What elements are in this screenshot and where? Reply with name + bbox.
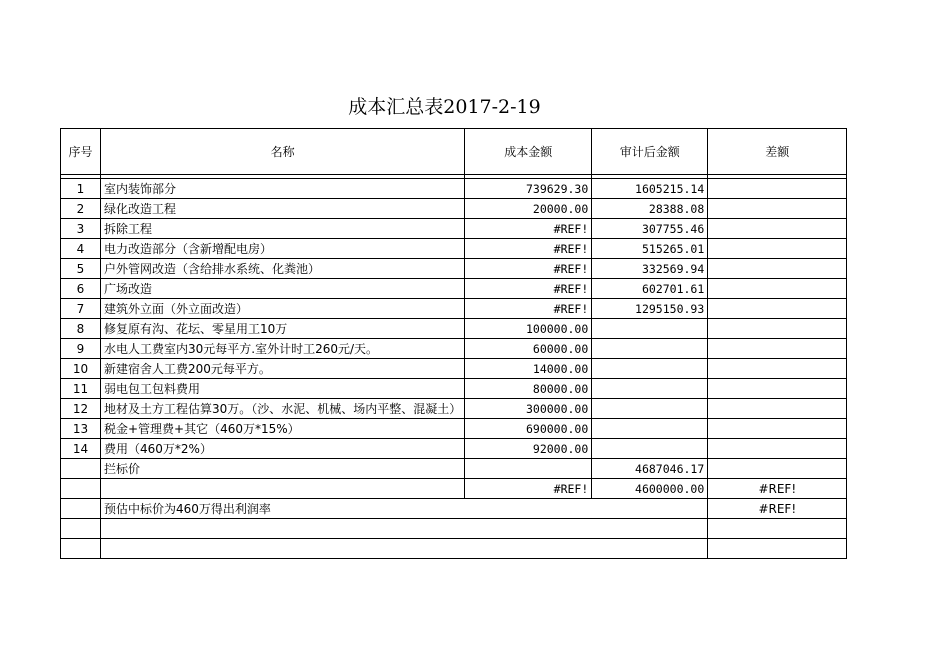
row-diff-cell[interactable] (708, 319, 847, 339)
row-diff-cell[interactable] (708, 179, 847, 199)
empty-seq-cell[interactable] (61, 519, 101, 539)
row-seq-cell[interactable]: 13 (61, 419, 101, 439)
row-cost-cell[interactable]: #REF! (465, 219, 592, 239)
row-seq-cell[interactable]: 7 (61, 299, 101, 319)
header-cost[interactable]: 成本金额 (465, 129, 592, 175)
row-cost-cell[interactable]: 20000.00 (465, 199, 592, 219)
header-diff[interactable]: 差额 (708, 129, 847, 175)
estimate-seq-cell[interactable] (61, 499, 101, 519)
estimate-name-cell[interactable]: 预估中标价为460万得出利润率 (101, 499, 708, 519)
header-seq[interactable]: 序号 (61, 129, 101, 175)
sheet-title: 成本汇总表2017-2-19 (348, 96, 541, 118)
bid-row (61, 459, 847, 479)
row-seq-cell[interactable]: 6 (61, 279, 101, 299)
row-audited-cell[interactable]: 1295150.93 (592, 299, 708, 319)
table-row (61, 399, 847, 419)
row-seq-cell[interactable]: 1 (61, 179, 101, 199)
header-name[interactable]: 名称 (101, 129, 465, 175)
row-name-cell[interactable]: 水电人工费室内30元每平方.室外计时工260元/天。 (101, 339, 465, 359)
bid-seq-cell[interactable] (61, 459, 101, 479)
row-diff-cell[interactable] (708, 399, 847, 419)
row-cost-cell[interactable]: 100000.00 (465, 319, 592, 339)
row-seq-cell[interactable]: 14 (61, 439, 101, 459)
total-diff-cell[interactable]: #REF! (708, 479, 847, 499)
row-name-cell[interactable]: 拆除工程 (101, 219, 465, 239)
table-row (61, 299, 847, 319)
row-cost-cell[interactable]: #REF! (465, 239, 592, 259)
row-cost-cell[interactable]: 739629.30 (465, 179, 592, 199)
row-diff-cell[interactable] (708, 339, 847, 359)
row-diff-cell[interactable] (708, 239, 847, 259)
row-audited-cell[interactable]: 1605215.14 (592, 179, 708, 199)
row-cost-cell[interactable]: 690000.00 (465, 419, 592, 439)
row-audited-cell[interactable] (592, 319, 708, 339)
empty-name-cell[interactable] (101, 519, 708, 539)
row-audited-cell[interactable]: 332569.94 (592, 259, 708, 279)
empty-seq-cell[interactable] (61, 539, 101, 559)
row-seq-cell[interactable]: 4 (61, 239, 101, 259)
row-diff-cell[interactable] (708, 439, 847, 459)
row-diff-cell[interactable] (708, 419, 847, 439)
table-row (61, 319, 847, 339)
row-name-cell[interactable]: 广场改造 (101, 279, 465, 299)
row-audited-cell[interactable]: 307755.46 (592, 219, 708, 239)
bid-name-cell[interactable]: 拦标价 (101, 459, 465, 479)
row-cost-cell[interactable]: 14000.00 (465, 359, 592, 379)
table-row (61, 379, 847, 399)
total-seq-cell[interactable] (61, 479, 101, 499)
row-cost-cell[interactable]: 300000.00 (465, 399, 592, 419)
bid-cost-cell[interactable] (465, 459, 592, 479)
table-row (61, 419, 847, 439)
row-name-cell[interactable]: 室内装饰部分 (101, 179, 465, 199)
row-name-cell[interactable]: 新建宿舍人工费200元每平方。 (101, 359, 465, 379)
header-audited[interactable]: 审计后金额 (592, 129, 708, 175)
row-audited-cell[interactable] (592, 439, 708, 459)
row-diff-cell[interactable] (708, 259, 847, 279)
row-name-cell[interactable]: 修复原有沟、花坛、零星用工10万 (101, 319, 465, 339)
row-name-cell[interactable]: 税金+管理费+其它（460万*15%） (101, 419, 465, 439)
row-audited-cell[interactable] (592, 399, 708, 419)
row-diff-cell[interactable] (708, 299, 847, 319)
row-cost-cell[interactable]: #REF! (465, 259, 592, 279)
row-diff-cell[interactable] (708, 219, 847, 239)
row-seq-cell[interactable]: 5 (61, 259, 101, 279)
row-audited-cell[interactable]: 515265.01 (592, 239, 708, 259)
row-audited-cell[interactable]: 602701.61 (592, 279, 708, 299)
row-audited-cell[interactable] (592, 419, 708, 439)
row-seq-cell[interactable]: 10 (61, 359, 101, 379)
total-row (61, 479, 847, 499)
table-row (61, 339, 847, 359)
empty-diff-cell[interactable] (708, 539, 847, 559)
row-diff-cell[interactable] (708, 279, 847, 299)
row-cost-cell[interactable]: 92000.00 (465, 439, 592, 459)
total-cost-cell[interactable]: #REF! (465, 479, 592, 499)
row-name-cell[interactable]: 绿化改造工程 (101, 199, 465, 219)
row-seq-cell[interactable]: 3 (61, 219, 101, 239)
table-row (61, 179, 847, 199)
row-name-cell[interactable]: 费用（460万*2%） (101, 439, 465, 459)
bid-diff-cell[interactable] (708, 459, 847, 479)
empty-name-cell[interactable] (101, 539, 708, 559)
empty-row (61, 539, 847, 559)
row-seq-cell[interactable]: 11 (61, 379, 101, 399)
table-row (61, 199, 847, 219)
row-name-cell[interactable]: 电力改造部分（含新增配电房） (101, 239, 465, 259)
estimate-diff-cell[interactable]: #REF! (708, 499, 847, 519)
header-row (61, 129, 847, 175)
table-row (61, 219, 847, 239)
row-cost-cell[interactable]: #REF! (465, 279, 592, 299)
row-name-cell[interactable]: 弱电包工包料费用 (101, 379, 465, 399)
row-seq-cell[interactable]: 9 (61, 339, 101, 359)
row-cost-cell[interactable]: 60000.00 (465, 339, 592, 359)
row-cost-cell[interactable]: #REF! (465, 299, 592, 319)
row-name-cell[interactable]: 建筑外立面（外立面改造） (101, 299, 465, 319)
estimate-row (61, 499, 847, 519)
row-seq-cell[interactable]: 12 (61, 399, 101, 419)
table-row (61, 239, 847, 259)
empty-diff-cell[interactable] (708, 519, 847, 539)
table-row (61, 439, 847, 459)
row-seq-cell[interactable]: 8 (61, 319, 101, 339)
row-audited-cell[interactable] (592, 379, 708, 399)
row-diff-cell[interactable] (708, 379, 847, 399)
row-cost-cell[interactable]: 80000.00 (465, 379, 592, 399)
table-row (61, 259, 847, 279)
row-name-cell[interactable]: 地材及土方工程估算30万。（沙、水泥、机械、场内平整、混凝土） (101, 399, 465, 419)
row-diff-cell[interactable] (708, 359, 847, 379)
row-diff-cell[interactable] (708, 199, 847, 219)
table-row (61, 279, 847, 299)
row-audited-cell[interactable] (592, 359, 708, 379)
empty-row (61, 519, 847, 539)
row-name-cell[interactable]: 户外管网改造（含给排水系统、化粪池） (101, 259, 465, 279)
row-seq-cell[interactable]: 2 (61, 199, 101, 219)
table-row (61, 359, 847, 379)
total-name-cell[interactable] (101, 479, 465, 499)
bid-audited-cell[interactable]: 4687046.17 (592, 459, 708, 479)
row-audited-cell[interactable] (592, 339, 708, 359)
row-audited-cell[interactable]: 28388.08 (592, 199, 708, 219)
cost-summary-table (60, 128, 847, 559)
total-audited-cell[interactable]: 4600000.00 (592, 479, 708, 499)
